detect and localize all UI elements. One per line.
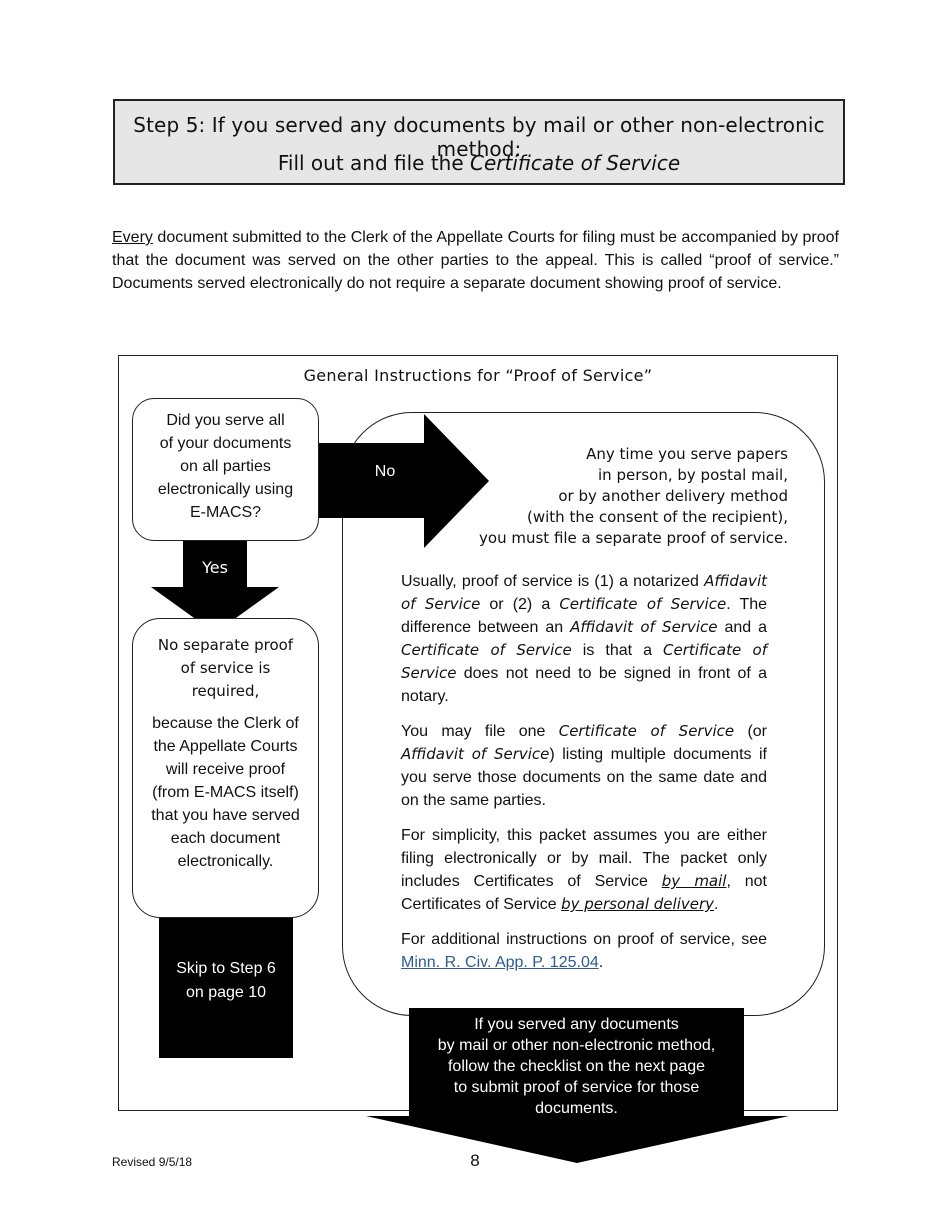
serve-papers-heading: Any time you serve papers in person, by postal mail, or by another delivery method (with the consent of the recipient), you must file a separate proof of service. [479,445,788,547]
intro-paragraph: Every document submitted to the Clerk of the Appellate Courts for filing must be accompanied by proof that the document was served on the other parties to the appeal. This is called “proof of service.” Documents served electronically do not require a separate document showing proof of service. [112,229,839,292]
paragraph-additional: For additional instructions on proof of service, see Minn. R. Civ. App. P. 125.04. [401,931,767,971]
revised-date: Revised 9/5/18 [112,1155,193,1169]
paragraph-multiple: You may file one Certificate of Service (or Affidavit of Service) listing multiple documents if you serve those documents on the same date and on the same parties. [401,722,768,809]
step-subtitle: Fill out and file the Certificate of Service [277,151,681,175]
skip-step-box: Skip to Step 6 on page 10 [159,918,293,1058]
paragraph-affidavit: Usually, proof of service is (1) a notarized Affidavit of Service or (2) a Certificate of Service. The difference between an Affidavit of Service and a Certificate of Service is that a Certificate of Service does not need to be signed in front of a notary. [401,572,768,705]
question-box: Did you serve all of your documents on all parties electronically using E-MACS? [132,398,319,541]
paragraph-simplicity: For simplicity, this packet assumes you are either filing electronically or by mail. The packet only includes Certificates of Service by mail, not Certificates of Service by personal delivery. [401,827,767,913]
frame-title: General Instructions for “Proof of Service” [303,366,653,385]
page-number: 8 [470,1151,480,1170]
yes-label: Yes [202,558,228,577]
no-proof-heading: No separate proof of service is required, [157,636,294,700]
no-label: No [374,463,396,480]
no-proof-body: because the Clerk of the Appellate Courts will receive proof (from E-MACS itself) that you have served each document electronically. [151,715,300,870]
rule-link[interactable]: Minn. R. Civ. App. P. 125.04 [401,954,599,971]
step-title: Step 5: If you served any documents by mail or other non-electronic method: [133,113,825,161]
no-proof-box [132,618,319,918]
bottom-arrow [366,1116,789,1163]
checklist-box: If you served any documents by mail or other non-electronic method, follow the checklist on the next page to submit proof of service for those documents. [409,1008,744,1122]
proof-details [401,570,767,986]
